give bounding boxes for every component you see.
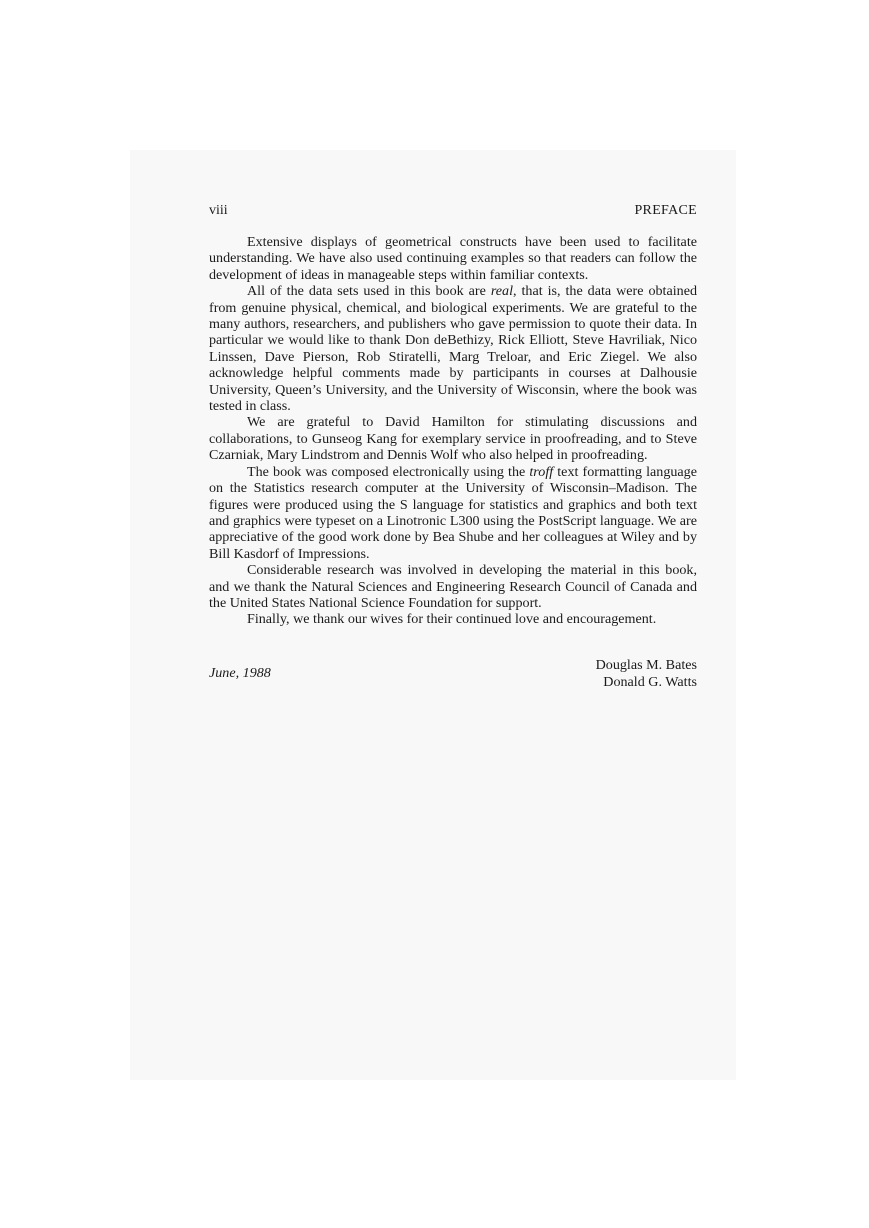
paragraph-thanks-hamilton: We are grateful to David Hamilton for stimulating discussions and collaborations, to Gunseog Kang for exemplary service in proofreading, and to Steve Czarniak, Mary Lindstrom and Dennis Wolf who also helped in proofreading. [209,414,697,464]
paragraph-funding: Considerable research was involved in developing the material in this book, and we thank the Natural Sciences and Engineering Research Council of Canada and the United States National Science Foundation for support. [209,562,697,611]
author-names [596,657,697,691]
paragraph-composition: The book was composed electronically using the troff text formatting language on the Statistics research computer at the University of Wisconsin–Madison. The figures were produced using the S language for statistics and graphics and both text and graphics were typeset on a Linotronic L300 using the PostScript language. We are appreciative of the good work done by Bea Shube and her colleagues at Wiley and by Bill Kasdorf of Impressions. [209,463,697,562]
emphasis-real: real [490,283,513,300]
section-title: PREFACE [634,203,697,218]
author-name: Douglas M. Bates [595,656,697,673]
paragraph-data-sets: All of the data sets used in this book are real, that is, the data were obtained from genuine physical, chemical, and biological experiments. We are grateful to the many authors, researchers, and publishers who gave permission to quote their data. In particular we would like to thank Don deBethizy, Rick Elliott, Steve Havriliak, Nico Linssen, Dave Pierson, Rob Stiratelli, Marg Treloar, and Eric Ziegel. We also acknowledge helpful comments made by participants in courses at Dalhousie University, Queen’s University, and the University of Wisconsin, where the book was tested in class. [209,283,697,415]
emphasis-troff: troff [529,463,554,480]
paragraph-displays: Extensive displays of geometrical constructs have been used to facilitate understanding. We have also used continuing examples so that readers can follow the development of ideas in manageable steps within familiar contexts. [209,234,697,283]
page-number: viii [209,203,228,218]
signoff-date: June, 1988 [209,664,271,681]
signoff [209,657,697,697]
author-name: Donald G. Watts [603,673,697,690]
preface-body [209,234,697,628]
running-head [209,200,697,222]
paragraph-wives: Finally, we thank our wives for their continued love and encouragement. [247,611,657,628]
book-page [209,200,697,697]
